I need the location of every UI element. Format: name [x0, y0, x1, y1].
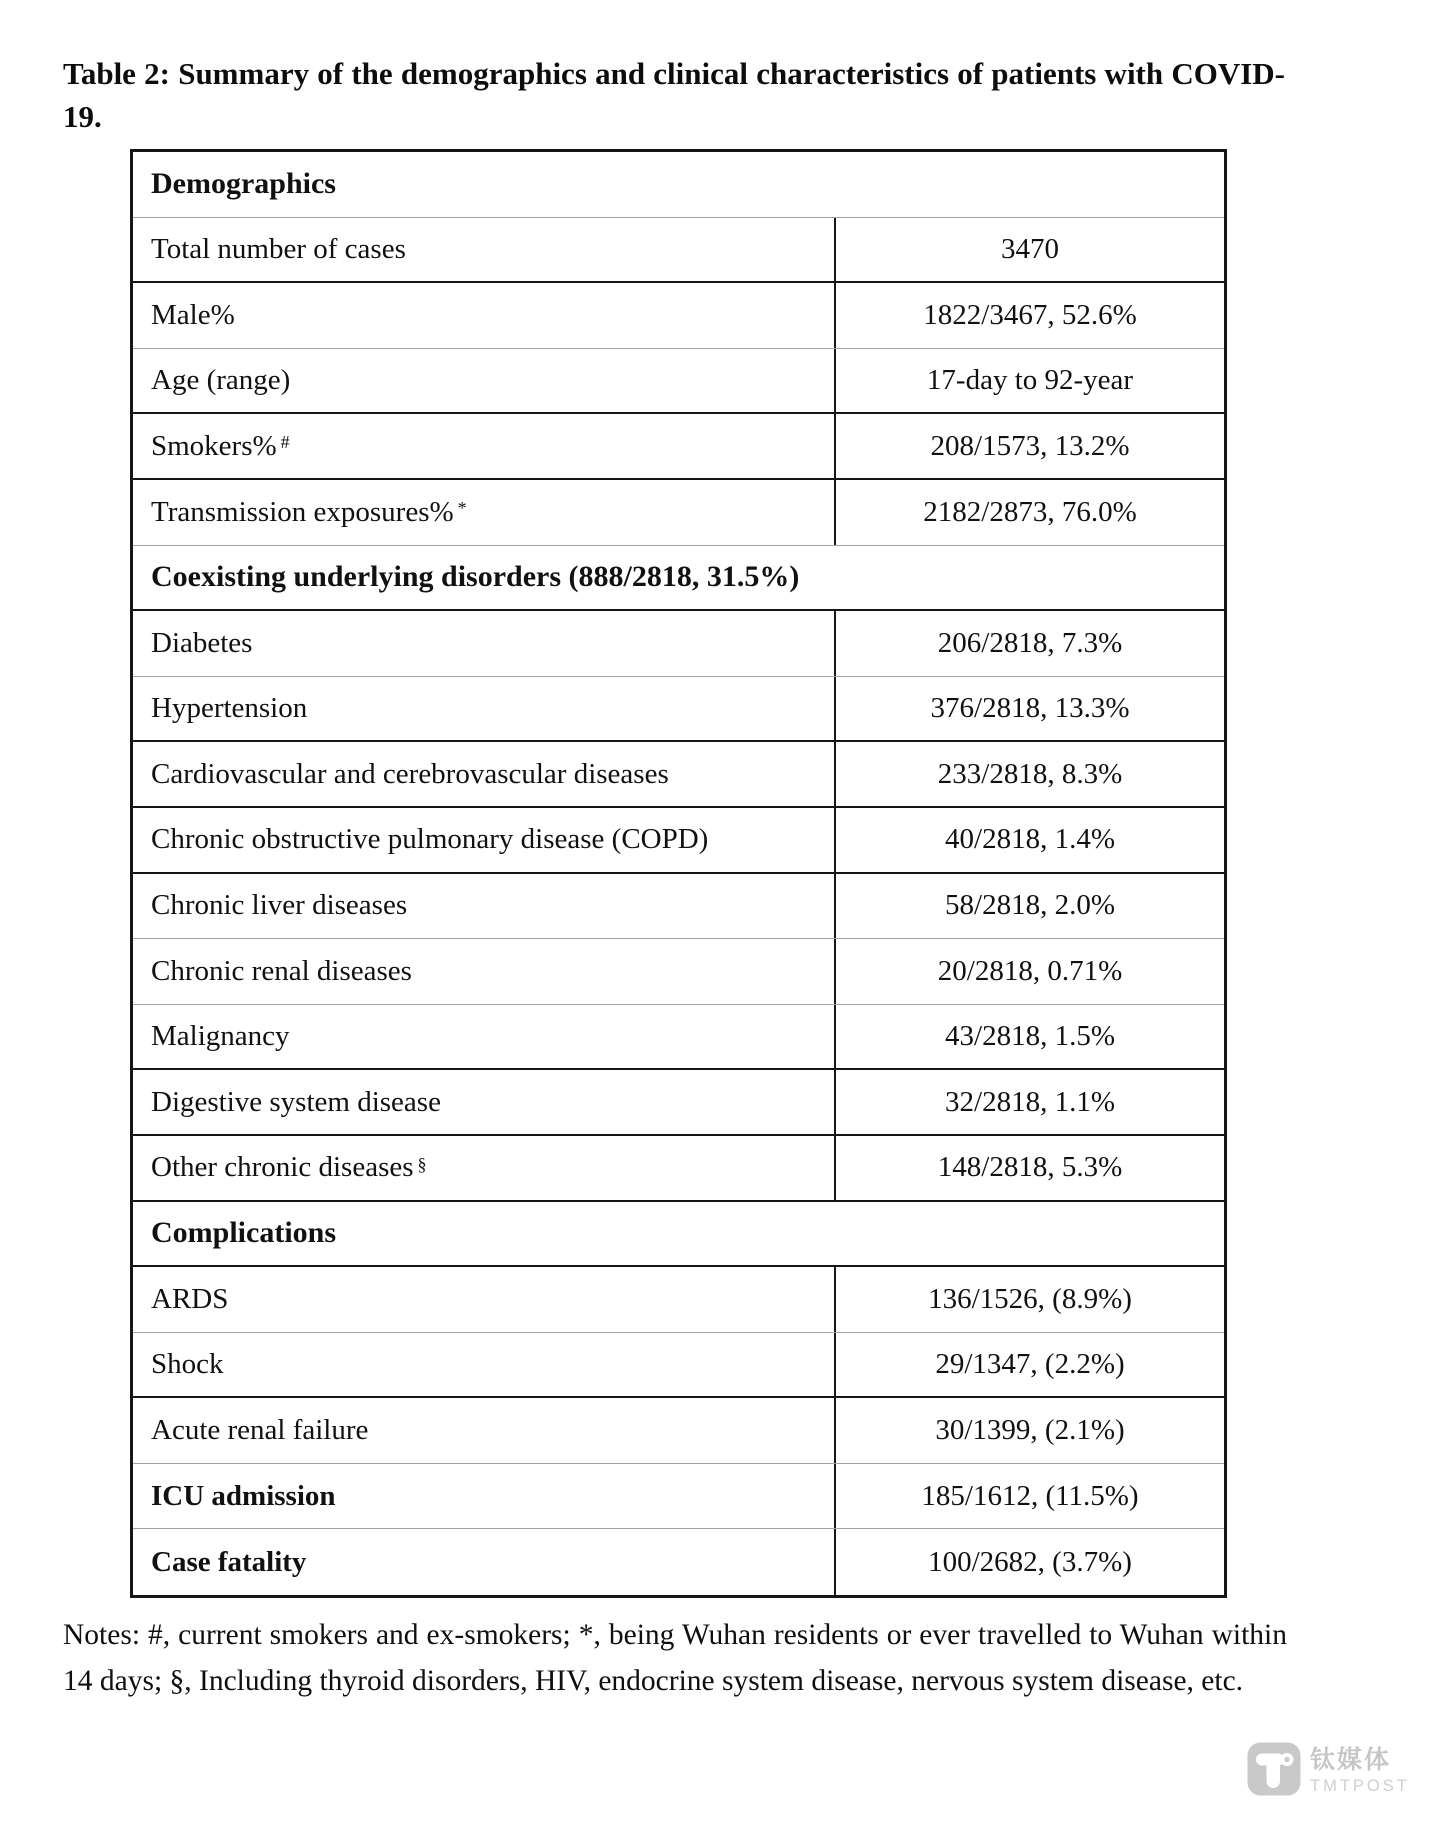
table-row	[133, 939, 1224, 1005]
section-label: Demographics	[151, 167, 336, 201]
watermark-en-label: TMTPOST	[1310, 1777, 1410, 1796]
row-label: ARDS	[133, 1267, 836, 1332]
row-value: 58/2818, 2.0%	[945, 889, 1115, 922]
row-value: 30/1399, (2.1%)	[935, 1414, 1125, 1447]
row-label: Age (range)	[133, 349, 836, 413]
watermark-text	[1310, 1748, 1410, 1795]
row-value: 40/2818, 1.4%	[945, 823, 1115, 856]
row-label: Total number of cases	[133, 218, 836, 282]
table-row	[133, 1398, 1224, 1464]
row-label: Digestive system disease	[133, 1070, 836, 1134]
table-row	[133, 677, 1224, 743]
row-label: ICU admission	[133, 1464, 836, 1529]
table-row	[133, 480, 1224, 546]
row-label: Shock	[133, 1333, 836, 1397]
section-header-row	[133, 152, 1224, 218]
tmtpost-logo-icon	[1247, 1742, 1301, 1801]
table-row	[133, 808, 1224, 874]
row-label: Chronic liver diseases	[133, 874, 836, 939]
row-value: 208/1573, 13.2%	[930, 429, 1130, 462]
table-row	[133, 218, 1224, 284]
table-row	[133, 1070, 1224, 1136]
section-header-row	[133, 1202, 1224, 1268]
table-row	[133, 283, 1224, 349]
table-row	[133, 1333, 1224, 1399]
table-row	[133, 414, 1224, 480]
row-value: 376/2818, 13.3%	[930, 692, 1130, 725]
watermark	[1247, 1742, 1410, 1801]
row-label: Male%	[133, 283, 836, 348]
section-header-row	[133, 546, 1224, 612]
row-label: Acute renal failure	[133, 1398, 836, 1463]
table-row	[133, 1005, 1224, 1071]
table-row	[133, 1267, 1224, 1333]
row-value: 20/2818, 0.71%	[937, 954, 1123, 987]
table-row	[133, 742, 1224, 808]
row-value: 148/2818, 5.3%	[937, 1151, 1123, 1184]
row-value: 32/2818, 1.1%	[945, 1085, 1115, 1118]
row-label: Smokers% #	[133, 414, 836, 478]
row-label: Case fatality	[133, 1529, 836, 1595]
watermark-cn-label: 钛媒体	[1310, 1746, 1392, 1775]
table-row	[133, 1464, 1224, 1530]
row-value: 3470	[1001, 232, 1059, 265]
section-label: Complications	[151, 1216, 337, 1250]
table-notes: Notes: #, current smokers and ex-smokers; *, being Wuhan residents or ever travelled to Wuhan within 14 days; §, Including thyroid disorders, HIV, endocrine system disease, nervous system disease, etc.	[63, 1619, 1287, 1697]
row-value: 43/2818, 1.5%	[945, 1020, 1115, 1053]
table-row	[133, 611, 1224, 677]
row-value: 233/2818, 8.3%	[937, 757, 1123, 790]
row-label: Hypertension	[133, 677, 836, 741]
row-label: Chronic obstructive pulmonary disease (COPD)	[133, 808, 836, 872]
table-row	[133, 1136, 1224, 1202]
summary-table	[130, 149, 1227, 1598]
row-value: 17-day to 92-year	[926, 364, 1134, 397]
row-value: 206/2818, 7.3%	[937, 626, 1123, 659]
row-value: 1822/3467, 52.6%	[923, 298, 1137, 331]
table-row	[133, 349, 1224, 415]
table-row	[133, 874, 1224, 940]
row-label: Other chronic diseases §	[133, 1136, 836, 1200]
row-label: Diabetes	[133, 611, 836, 676]
row-value: 2182/2873, 76.0%	[923, 495, 1137, 528]
table-row	[133, 1529, 1224, 1595]
row-label: Cardiovascular and cerebrovascular diseases	[133, 742, 836, 806]
row-label: Malignancy	[133, 1005, 836, 1069]
row-value: 136/1526, (8.9%)	[928, 1282, 1132, 1315]
section-label: Coexisting underlying disorders (888/2818, 31.5%)	[151, 560, 800, 594]
row-value: 185/1612, (11.5%)	[921, 1479, 1139, 1512]
row-label: Chronic renal diseases	[133, 939, 836, 1004]
row-value: 29/1347, (2.2%)	[935, 1347, 1125, 1380]
page-title: Table 2: Summary of the demographics and clinical characteristics of patients with COVID-19.	[63, 56, 1285, 134]
row-value: 100/2682, (3.7%)	[928, 1545, 1132, 1578]
row-label: Transmission exposures% *	[133, 480, 836, 545]
